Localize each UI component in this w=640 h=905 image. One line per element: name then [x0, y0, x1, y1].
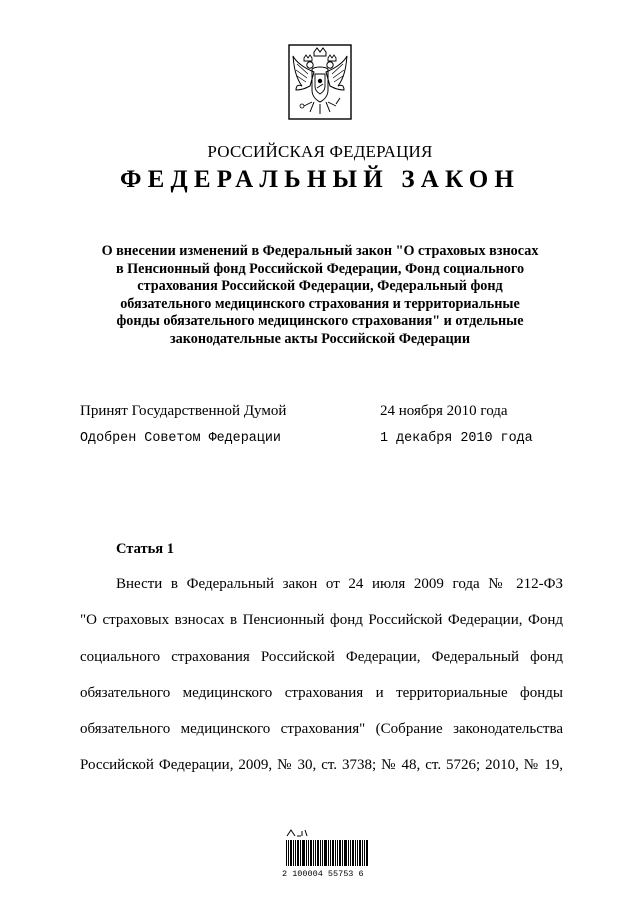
country-name: РОССИЙСКАЯ ФЕДЕРАЦИЯ — [207, 142, 433, 161]
article-text-line: Внести в Федеральный закон от 24 июля 2009 года № 212-ФЗ — [116, 576, 563, 592]
article-text-line: социального страхования Российской Федерации, Федеральный фонд — [80, 649, 563, 665]
article-text-line: обязательного медицинского страхования и территориальные фонды — [80, 685, 563, 701]
subject-line: законодательные акты Российской Федерации — [169, 330, 471, 347]
subject-line: страхования Российской Федерации, Федеральный фонд — [137, 278, 503, 295]
subject-line: в Пенсионный фонд Российской Федерации, Фонд социального — [115, 260, 525, 277]
subject-line: О внесении изменений в Федеральный закон "О страховых взносах — [101, 243, 539, 259]
printer-mark-icon — [286, 828, 308, 838]
article-text-line: Российской Федерации, 2009, № 30, ст. 3738; № 48, ст. 5726; 2010, № 19, — [80, 757, 563, 773]
duma-adoption-date: 24 ноября 2010 года — [380, 403, 508, 419]
barcode-icon — [286, 840, 368, 866]
article-text-line: обязательного медицинского страхования" (Собрание законодательства — [80, 721, 563, 737]
subject-line: обязательного медицинского страхования и территориальные — [120, 295, 520, 312]
duma-adoption-label: Принят Государственной Думой — [80, 403, 287, 419]
document-type: ФЕДЕРАЛЬНЫЙ ЗАКОН — [119, 166, 521, 193]
barcode-block — [282, 826, 374, 882]
article-text-line: "О страховых взносах в Пенсионный фонд Российской Федерации, Фонд — [80, 612, 563, 628]
subject-line: фонды обязательного медицинского страхования" и отдельные — [116, 313, 524, 330]
barcode-number: 2 100004 55753 6 — [282, 869, 364, 879]
article-title: Статья 1 — [116, 541, 174, 557]
law-subject — [80, 243, 560, 349]
coat-of-arms-icon — [288, 44, 352, 120]
council-approval-date: 1 декабря 2010 года — [380, 431, 533, 446]
council-approval-label: Одобрен Советом Федерации — [80, 431, 281, 446]
